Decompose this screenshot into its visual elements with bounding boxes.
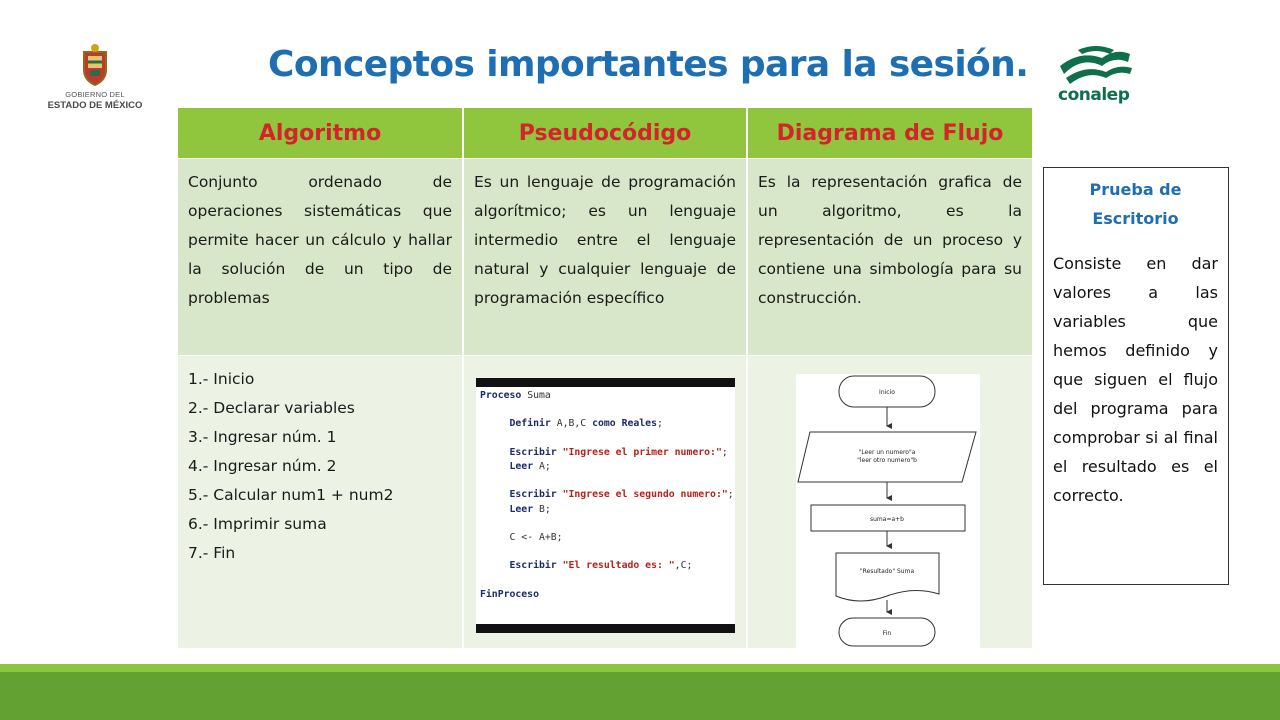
definition-text: Es la representación grafica de un algoritmo, es la representación de un proceso y contiene una simbología para su construcción.	[758, 173, 1022, 307]
footer-bar-dark	[0, 672, 1280, 720]
flow-start-label: Inicio	[879, 389, 895, 396]
code-text: ;	[727, 489, 734, 501]
prueba-escritorio-box	[1043, 167, 1229, 585]
code-text: C <- A+B;	[509, 532, 563, 544]
definition-diagrama	[748, 159, 1032, 355]
code-keyword: Escribir	[509, 446, 557, 458]
list-item: 2.- Declarar variables	[188, 399, 355, 417]
code-string: "Ingrese el segundo numero:"	[562, 489, 728, 501]
code-keyword: como Reales	[592, 418, 657, 430]
code-keyword: Proceso	[480, 390, 522, 401]
code-keyword: Definir	[509, 418, 551, 430]
code-text: ,C;	[674, 560, 693, 572]
code-text: ;	[656, 418, 663, 430]
list-item: 3.- Ingresar núm. 1	[188, 428, 337, 446]
list-item: 1.- Inicio	[188, 370, 255, 388]
side-box-title-2: Escritorio	[1092, 209, 1179, 228]
page-title: Conceptos importantes para la sesión.	[268, 44, 1029, 85]
flow-output-label: "Resultado" Suma	[859, 568, 915, 575]
code-keyword: Escribir	[509, 489, 557, 501]
header-diagrama-flujo: Diagrama de Flujo	[748, 108, 1032, 158]
code-text: Suma	[521, 390, 551, 401]
list-item: 7.- Fin	[188, 544, 236, 562]
conalep-wordmark: conalep	[1058, 85, 1130, 105]
algorithm-steps-list	[188, 365, 452, 568]
flow-process-label: suma=a+b	[870, 516, 904, 523]
flow-input-label-2: "leer otro numero"b	[857, 457, 917, 464]
code-text: B;	[533, 503, 551, 515]
definition-text: Conjunto ordenado de operaciones sistemáticas que permite hacer un cálculo y hallar la solución de un tipo de problemas	[188, 173, 452, 307]
pseudocode-image	[476, 378, 735, 633]
code-keyword: Escribir	[509, 560, 557, 572]
code-string: "El resultado es: "	[562, 560, 675, 572]
side-box-body: Consiste en dar valores a las variables que hemos definido y que siguen el flujo del programa para comprobar si al final el resultado es el correcto.	[1053, 254, 1218, 505]
example-algoritmo	[178, 356, 462, 648]
header-algoritmo: Algoritmo	[178, 108, 462, 158]
code-keyword: FinProceso	[480, 588, 539, 600]
footer-bar-light	[0, 664, 1280, 672]
conalep-emblem-icon	[1056, 44, 1136, 84]
code-text: ;	[721, 446, 728, 458]
list-item: 6.- Imprimir suma	[188, 515, 327, 533]
code-keyword: Leer	[509, 461, 534, 473]
flow-input-label-1: "Leer un numero"a	[858, 449, 916, 456]
header-pseudocodigo: Pseudocódigo	[464, 108, 746, 158]
list-item: 4.- Ingresar núm. 2	[188, 457, 337, 475]
code-text: A;	[533, 461, 551, 473]
list-item: 5.- Calcular num1 + num2	[188, 486, 394, 504]
logo-line-1: GOBIERNO DEL	[65, 90, 125, 99]
pseudocode-block	[476, 387, 735, 602]
gobierno-estado-mexico-logo	[40, 44, 150, 114]
flowchart-image	[796, 374, 980, 648]
logo-line-2: ESTADO DE MÉXICO	[47, 100, 143, 111]
code-keyword: Leer	[509, 503, 534, 515]
flow-output-shape	[836, 553, 939, 601]
flow-end-label: Fin	[882, 630, 892, 637]
flowchart-diagram	[796, 374, 980, 648]
conalep-logo	[1056, 44, 1138, 108]
code-string: "Ingrese el primer numero:"	[562, 446, 722, 458]
coat-of-arms-icon	[78, 44, 112, 86]
definition-pseudocodigo	[464, 159, 746, 355]
code-text: A,B,C	[550, 418, 593, 430]
definition-algoritmo	[178, 159, 462, 355]
side-box-title-1: Prueba de	[1089, 180, 1182, 199]
definition-text: Es un lenguaje de programación algorítmico; es un lenguaje intermedio entre el lenguaje natural y cualquier lenguaje de programación específico	[474, 173, 736, 307]
